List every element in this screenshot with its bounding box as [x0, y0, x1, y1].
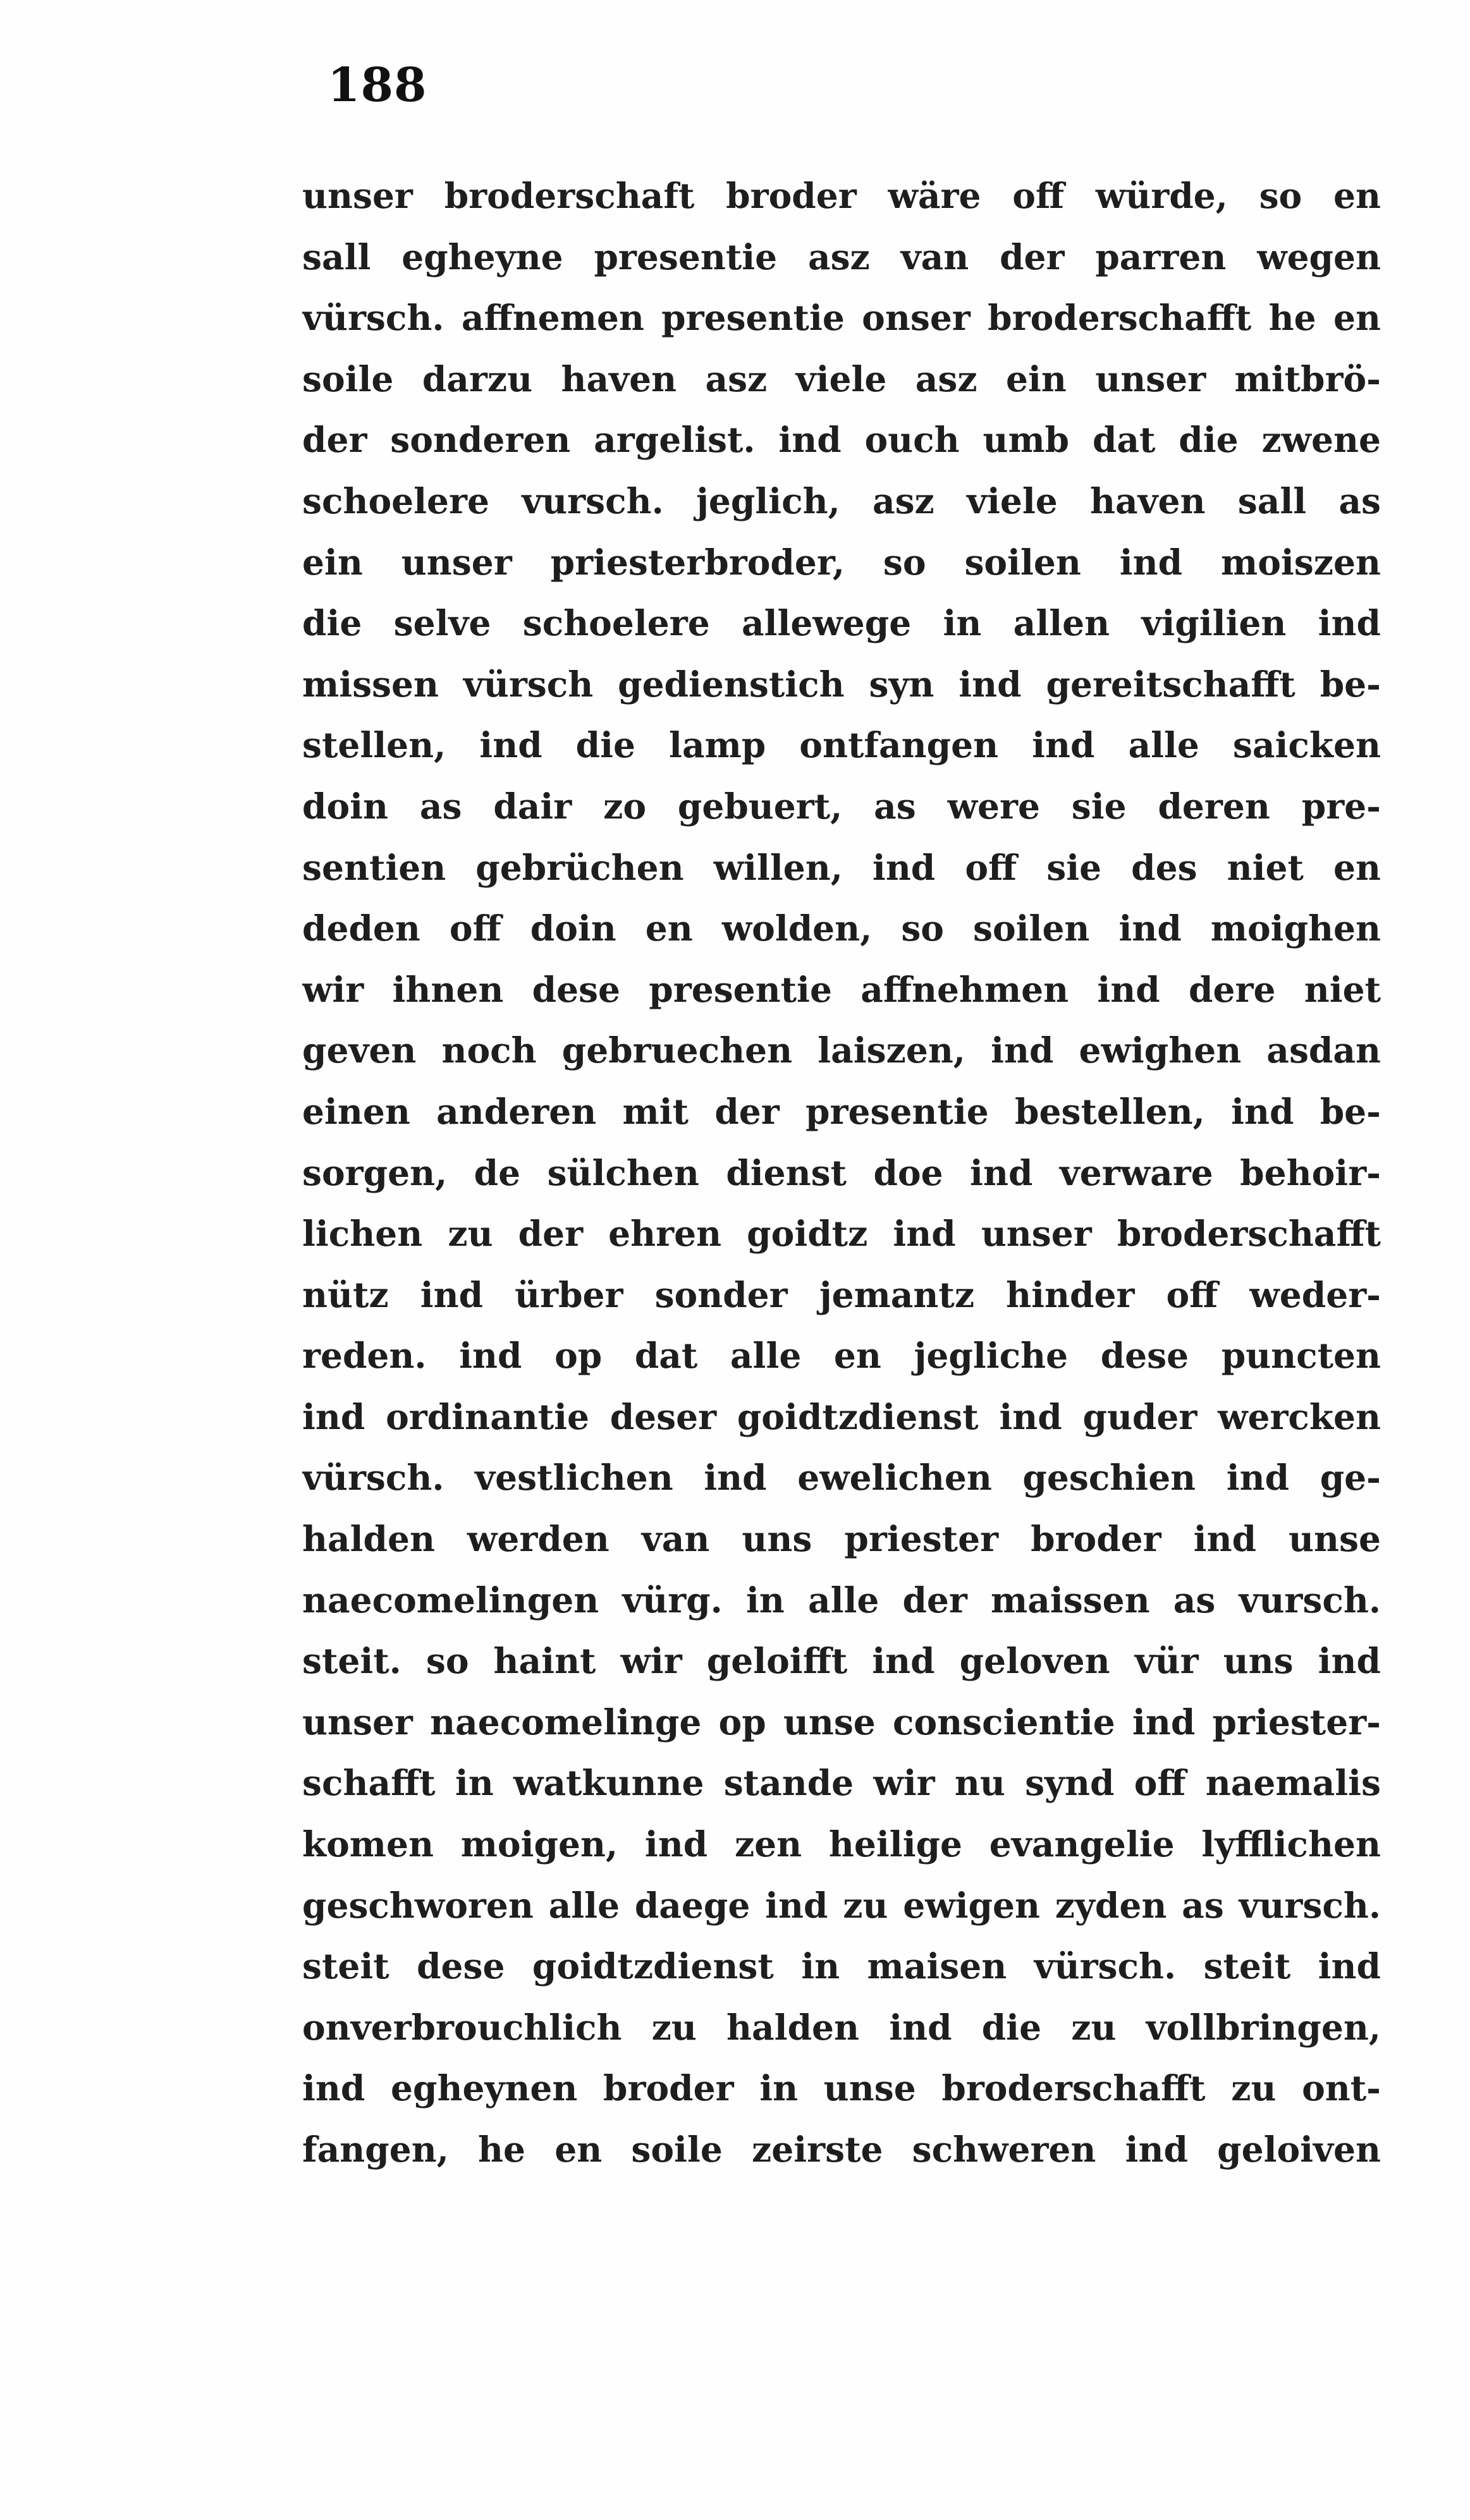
body-text	[302, 166, 1381, 2181]
text-line: deden off doin en wolden, so soilen ind moighen	[302, 908, 1381, 949]
text-line: der sonderen argelist. ind ouch umb dat die zwene	[302, 419, 1381, 461]
text-line: geven noch gebruechen laiszen, ind ewighen asdan	[302, 1030, 1381, 1071]
text-line: die selve schoelere allewege in allen vigilien ind	[302, 602, 1381, 644]
text-line: ind ordinantie deser goidtzdienst ind guder wercken	[302, 1396, 1381, 1437]
text-line: sorgen, de sülchen dienst doe ind verware behoir-	[302, 1152, 1381, 1193]
text-line: schoelere vursch. jeglich, asz viele haven sall as	[302, 480, 1381, 521]
text-line: komen moigen, ind zen heilige evangelie lyfflichen	[302, 1823, 1381, 1865]
text-line: lichen zu der ehren goidtz ind unser broderschafft	[302, 1213, 1381, 1255]
text-line: naecomelingen vürg. in alle der maissen as vursch.	[302, 1579, 1381, 1621]
text-line: sentien gebrüchen willen, ind off sie des niet en	[302, 846, 1381, 888]
text-line: fangen, he en soile zeirste schweren ind geloiven	[302, 2129, 1381, 2170]
text-line: ind egheynen broder in unse broderschafft zu ont-	[302, 2067, 1381, 2109]
text-line: einen anderen mit der presentie bestellen, ind be-	[302, 1090, 1381, 1132]
text-line: reden. ind op dat alle en jegliche dese puncten	[302, 1335, 1381, 1377]
text-line: steit dese goidtzdienst in maisen vürsch. steit ind	[302, 1945, 1381, 1987]
text-line: vürsch. affnemen presentie onser broderschafft he en	[302, 297, 1381, 339]
text-line: stellen, ind die lamp ontfangen ind alle saicken	[302, 724, 1381, 766]
text-line: missen vürsch gedienstich syn ind gereitschafft be-	[302, 663, 1381, 705]
text-line: onverbrouchlich zu halden ind die zu vollbringen,	[302, 2006, 1381, 2048]
text-line: vürsch. vestlichen ind ewelichen geschien ind ge-	[302, 1457, 1381, 1499]
text-line: halden werden van uns priester broder ind unse	[302, 1518, 1381, 1560]
text-line: schafft in watkunne stande wir nu synd off naemalis	[302, 1762, 1381, 1804]
text-line: steit. so haint wir geloifft ind geloven vür uns ind	[302, 1640, 1381, 1682]
text-line: ein unser priesterbroder, so soilen ind moiszen	[302, 541, 1381, 583]
text-line: wir ihnen dese presentie affnehmen ind dere niet	[302, 968, 1381, 1010]
text-line: geschworen alle daege ind zu ewigen zyden as vursch.	[302, 1884, 1381, 1926]
text-line: sall egheyne presentie asz van der parren wegen	[302, 236, 1381, 277]
text-line: nütz ind ürber sonder jemantz hinder off weder-	[302, 1274, 1381, 1315]
text-line: unser broderschaft broder wäre off würde, so en	[302, 175, 1381, 216]
text-line: unser naecomelinge op unse conscientie ind priester-	[302, 1701, 1381, 1743]
text-line: doin as dair zo gebuert, as were sie deren pre-	[302, 785, 1381, 827]
text-line: soile darzu haven asz viele asz ein unser mitbrö-	[302, 358, 1381, 399]
page-number: 188	[328, 58, 427, 113]
